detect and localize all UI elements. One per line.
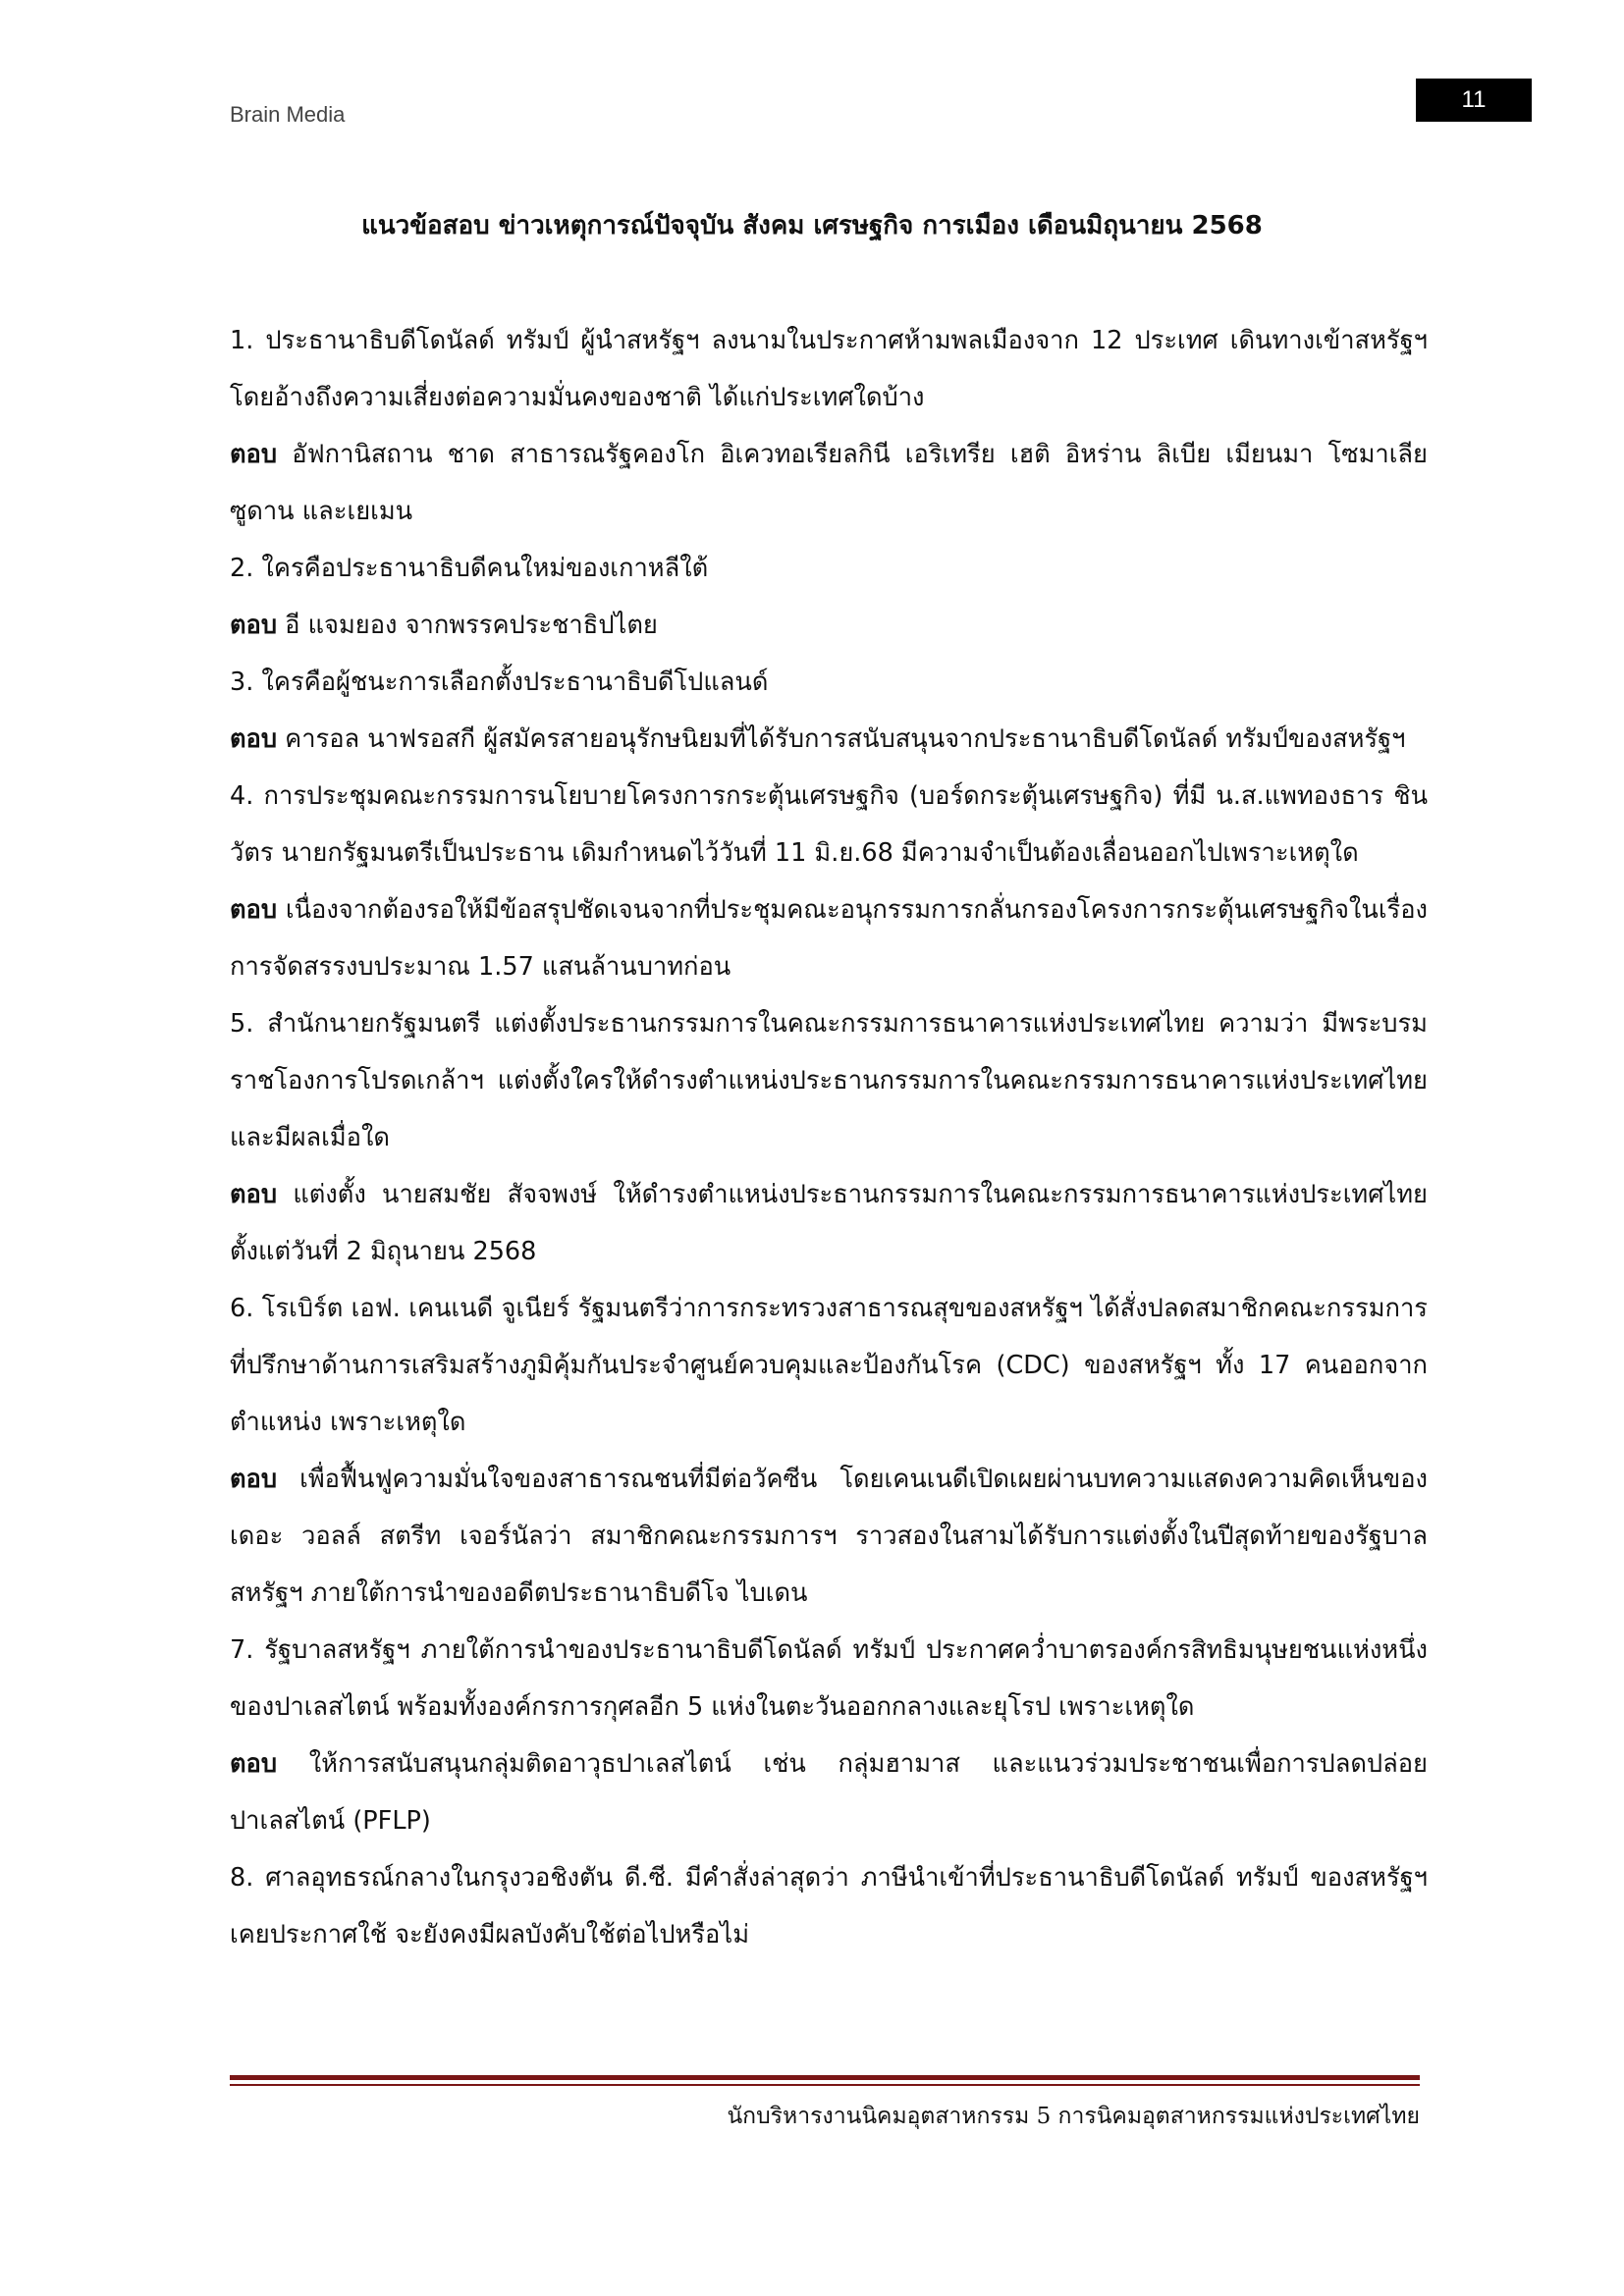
question-1: 1. ประธานาธิบดีโดนัลด์ ทรัมป์ ผู้นำสหรัฐฯ ลงนามในประกาศห้ามพลเมืองจาก 12 ประเทศ เดินทางเข้าสหรัฐฯ โดยอ้างถึงความเสี่ยงต่อความมั่นคงของชาติ ได้แก่ประเทศใดบ้าง: [230, 326, 1428, 412]
page-number: 11: [1416, 79, 1532, 122]
answer-label: ตอบ: [230, 1749, 278, 1779]
answer-6: [230, 1451, 1428, 1622]
question-4: 4. การประชุมคณะกรรมการนโยบายโครงการกระตุ้นเศรษฐกิจ (บอร์ดกระตุ้นเศรษฐกิจ) ที่มี น.ส.แพทองธาร ชินวัตร นายกรัฐมนตรีเป็นประธาน เดิมกำหนดไว้วันที่ 11 มิ.ย.68 มีความจำเป็นต้องเลื่อนออกไปเพราะเหตุใด: [230, 781, 1428, 868]
question-6: 6. โรเบิร์ต เอฟ. เคนเนดี จูเนียร์ รัฐมนตรีว่าการกระทรวงสาธารณสุขของสหรัฐฯ ได้สั่งปลดสมาชิกคณะกรรมการที่ปรึกษาด้านการเสริมสร้างภูมิคุ้มกันประจำศูนย์ควบคุมและป้องกันโรค (CDC) ของสหรัฐฯ ทั้ง 17 คนออกจากตำแหน่ง เพราะเหตุใด: [230, 1294, 1428, 1437]
answer-4: [230, 881, 1428, 995]
question-5: 5. สำนักนายกรัฐมนตรี แต่งตั้งประธานกรรมการในคณะกรรมการธนาคารแห่งประเทศไทย ความว่า มีพระบรมราชโองการโปรดเกล้าฯ แต่งตั้งใครให้ดำรงตำแหน่งประธานกรรมการในคณะกรรมการธนาคารแห่งประเทศไทย และมีผลเมื่อใด: [230, 1009, 1428, 1152]
qa-list: [230, 312, 1428, 1963]
answer-text: ให้การสนับสนุนกลุ่มติดอาวุธปาเลสไตน์ เช่น กลุ่มฮามาส และแนวร่วมประชาชนเพื่อการปลดปล่อยปาเลสไตน์ (PFLP): [230, 1749, 1428, 1836]
question-3: 3. ใครคือผู้ชนะการเลือกตั้งประธานาธิบดีโปแลนด์: [230, 667, 769, 697]
answer-3: [230, 711, 1428, 768]
answer-1: [230, 426, 1428, 540]
brand-name: Brain Media: [230, 102, 346, 127]
footer-text: นักบริหารงานนิคมอุตสาหกรรม 5 การนิคมอุตสาหกรรมแห่งประเทศไทย: [727, 2104, 1420, 2129]
footer-rule-thin: [230, 2084, 1420, 2086]
answer-text: คารอล นาฟรอสกี ผู้สมัครสายอนุรักษนิยมที่ได้รับการสนับสนุนจากประธานาธิบดีโดนัลด์ ทรัมป์ของสหรัฐฯ: [277, 724, 1406, 754]
answer-label: ตอบ: [230, 1180, 278, 1209]
question-7: 7. รัฐบาลสหรัฐฯ ภายใต้การนำของประธานาธิบดีโดนัลด์ ทรัมป์ ประกาศคว่ำบาตรองค์กรสิทธิมนุษยชนแห่งหนึ่งของปาเลสไตน์ พร้อมทั้งองค์กรการกุศลอีก 5 แห่งในตะวันออกกลางและยุโรป เพราะเหตุใด: [230, 1635, 1428, 1722]
page-title: แนวข้อสอบ ข่าวเหตุการณ์ปัจจุบัน สังคม เศรษฐกิจ การเมือง เดือนมิถุนายน 2568: [361, 211, 1263, 240]
answer-text: อี แจมยอง จากพรรคประชาธิปไตย: [277, 611, 658, 640]
answer-label: ตอบ: [230, 895, 278, 925]
answer-text: เนื่องจากต้องรอให้มีข้อสรุปชัดเจนจากที่ประชุมคณะอนุกรรมการกลั่นกรองโครงการกระตุ้นเศรษฐกิจในเรื่องการจัดสรรงบประมาณ 1.57 แสนล้านบาทก่อน: [230, 895, 1428, 982]
answer-text: แต่งตั้ง นายสมชัย สัจจพงษ์ ให้ดำรงตำแหน่งประธานกรรมการในคณะกรรมการธนาคารแห่งประเทศไทย ตั้งแต่วันที่ 2 มิถุนายน 2568: [230, 1180, 1428, 1266]
answer-label: ตอบ: [230, 611, 278, 640]
answer-label: ตอบ: [230, 1465, 278, 1494]
question-8: 8. ศาลอุทธรณ์กลางในกรุงวอชิงตัน ดี.ซี. มีคำสั่งล่าสุดว่า ภาษีนำเข้าที่ประธานาธิบดีโดนัลด์ ทรัมป์ ของสหรัฐฯ เคยประกาศใช้ จะยังคงมีผลบังคับใช้ต่อไปหรือไม่: [230, 1863, 1428, 1949]
footer-rule-thick: [230, 2075, 1420, 2080]
answer-2: [230, 597, 1428, 654]
answer-label: ตอบ: [230, 724, 278, 754]
answer-7: [230, 1735, 1428, 1849]
answer-text: อัฟกานิสถาน ชาด สาธารณรัฐคองโก อิเควทอเรียลกินี เอริเทรีย เฮติ อิหร่าน ลิเบีย เมียนมา โซมาเลีย ซูดาน และเยเมน: [230, 440, 1428, 526]
answer-label: ตอบ: [230, 440, 278, 469]
question-2: 2. ใครคือประธานาธิบดีคนใหม่ของเกาหลีใต้: [230, 554, 709, 583]
answer-5: [230, 1166, 1428, 1280]
answer-text: เพื่อฟื้นฟูความมั่นใจของสาธารณชนที่มีต่อวัคซีน โดยเคนเนดีเปิดเผยผ่านบทความแสดงความคิดเห็นของเดอะ วอลล์ สตรีท เจอร์นัลว่า สมาชิกคณะกรรมการฯ ราวสองในสามได้รับการแต่งตั้งในปีสุดท้ายของรัฐบาลสหรัฐฯ ภายใต้การนำของอดีตประธานาธิบดีโจ ไบเดน: [230, 1465, 1428, 1608]
